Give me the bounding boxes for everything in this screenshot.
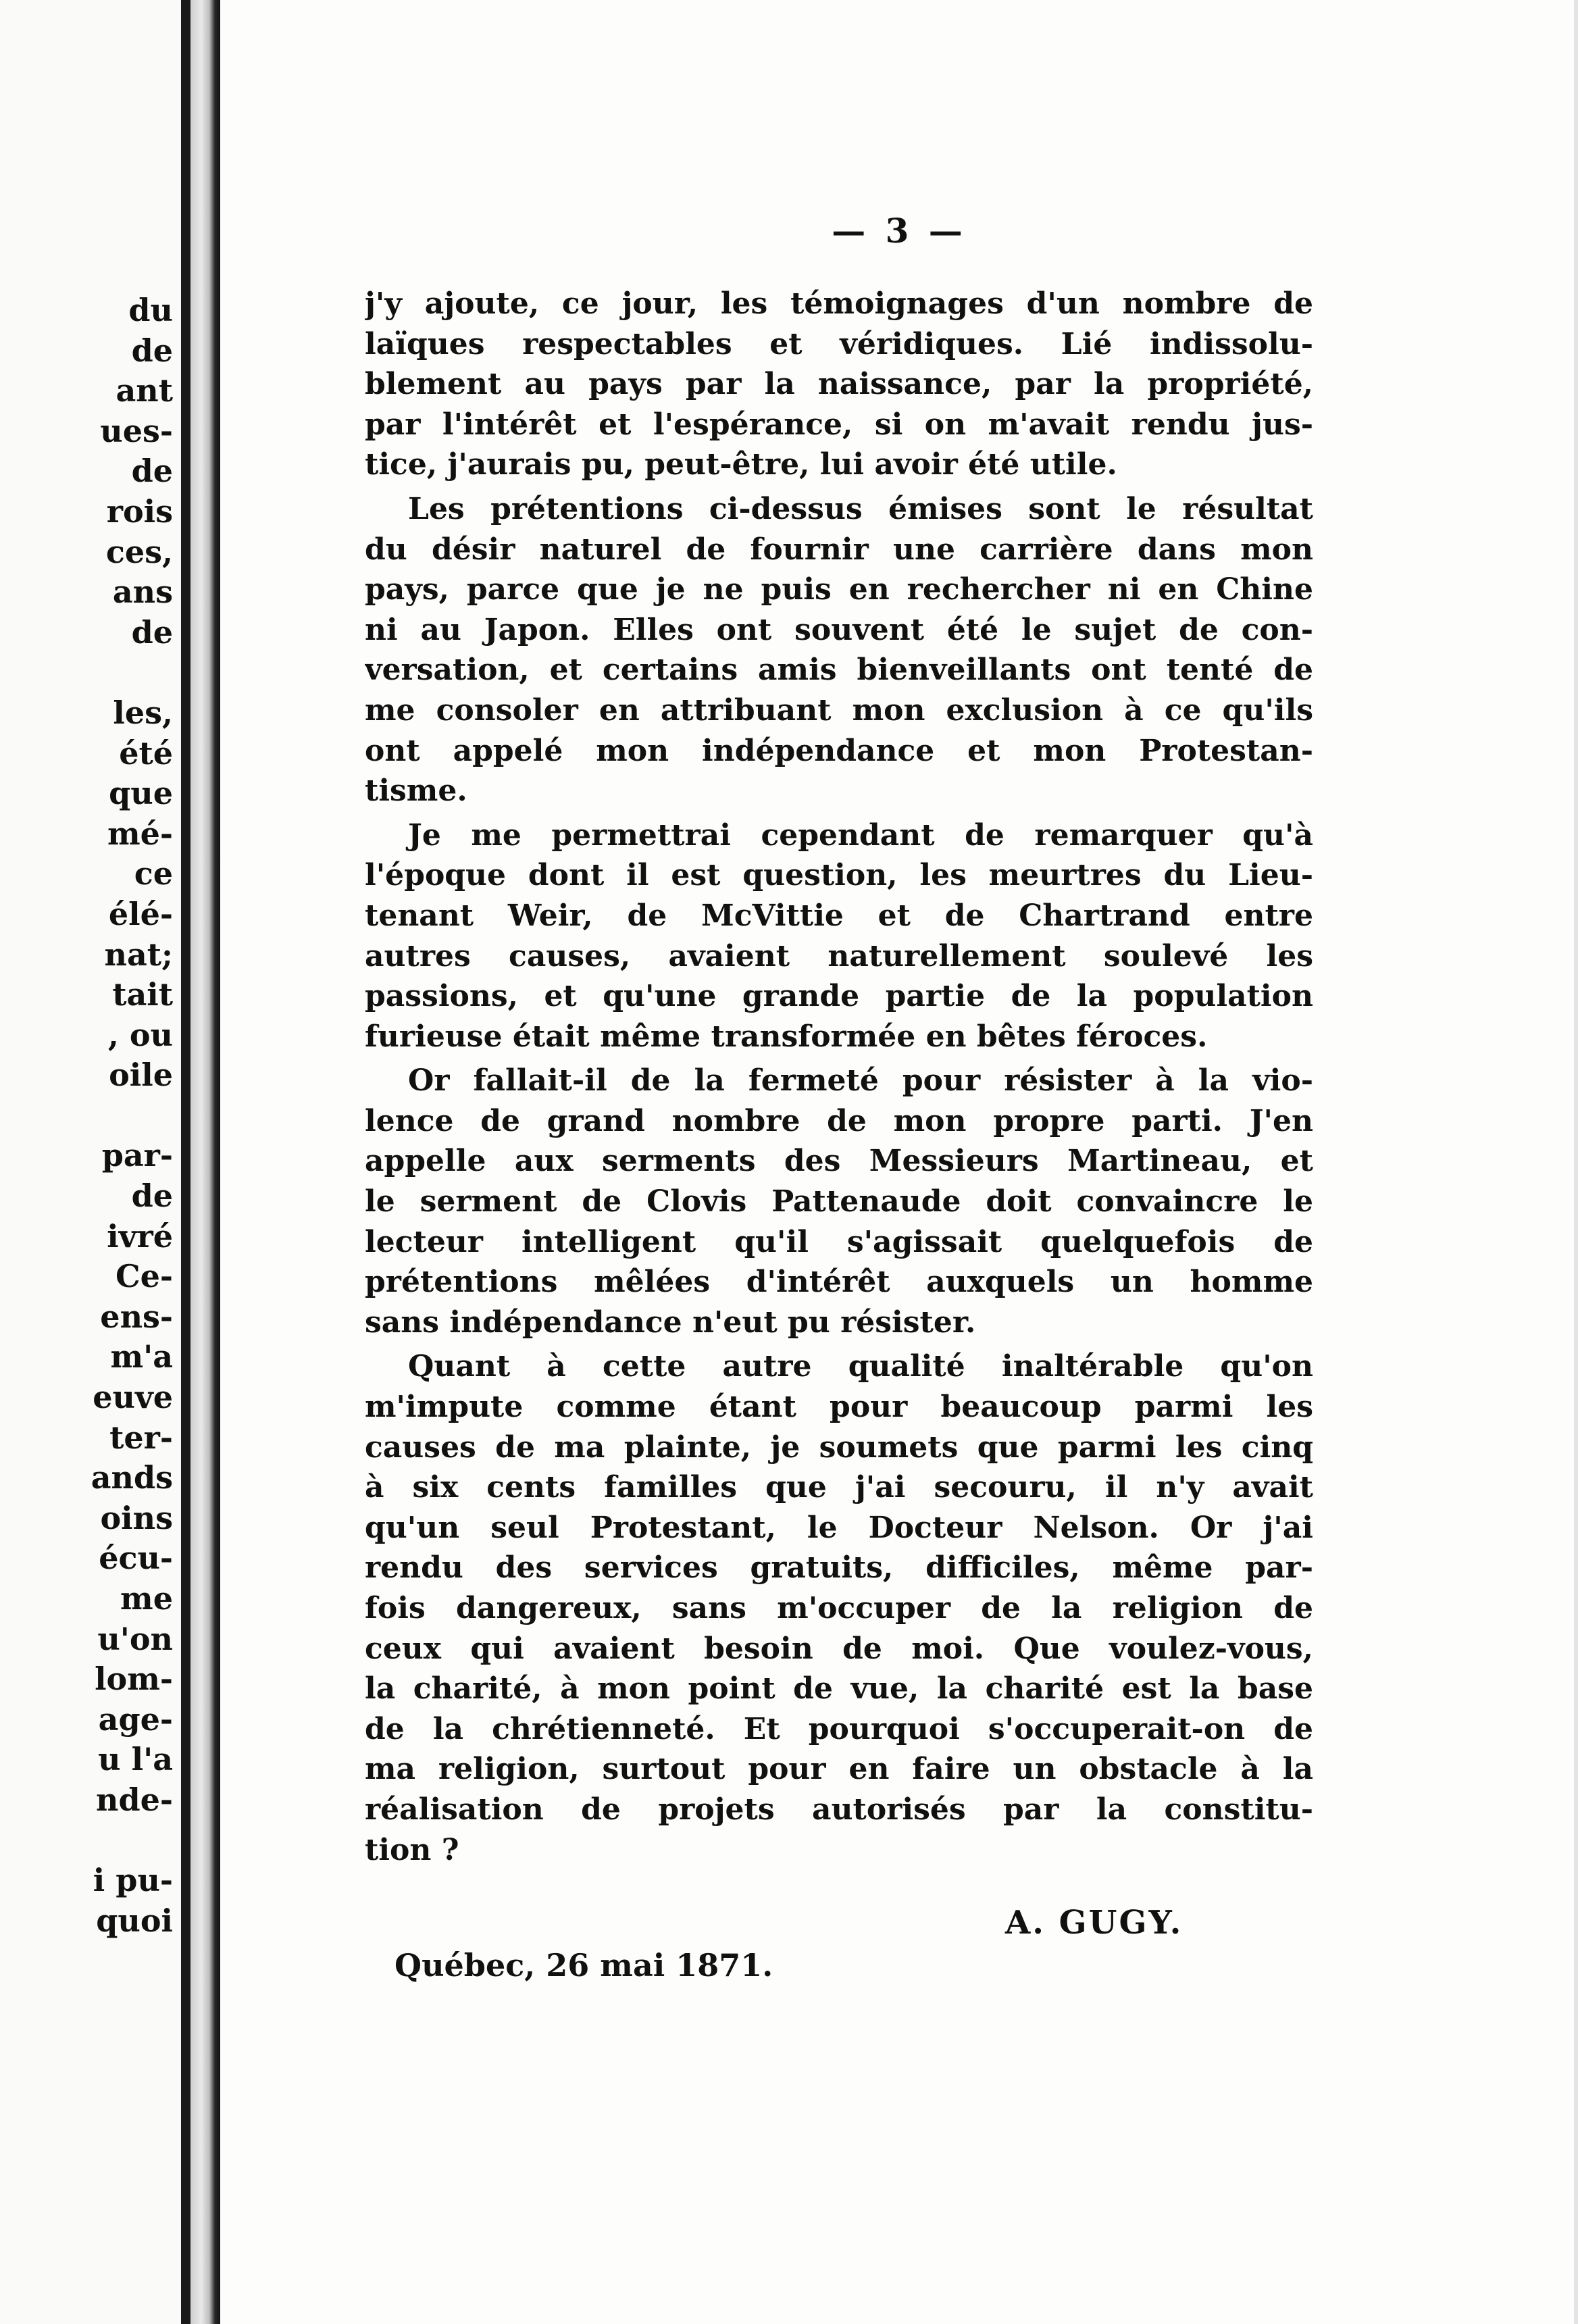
facing-page-fragment: de xyxy=(131,453,173,490)
facing-page-fragment: quoi xyxy=(96,1902,173,1939)
text-line: tice, j'aurais pu, peut-être, lui avoir été utile. xyxy=(365,447,1117,482)
text-line: à six cents familles que j'ai secouru, il n'y avait xyxy=(365,1470,1313,1505)
main-page xyxy=(220,0,1578,2324)
text-line: prétentions mêlées d'intérêt auxquels un homme xyxy=(365,1265,1313,1300)
facing-page-fragment: ter- xyxy=(109,1419,173,1456)
facing-page-fragment: ces, xyxy=(105,533,173,570)
text-line: pays, parce que je ne puis en rechercher ni en Chine xyxy=(365,572,1313,607)
facing-page-fragment: nde- xyxy=(96,1781,173,1818)
facing-page-fragment: u l'a xyxy=(98,1741,173,1778)
facing-page-fragment: de xyxy=(131,613,173,651)
facing-page-fragment: écu- xyxy=(99,1540,173,1577)
text-line: laïques respectables et véridiques. Lié indissolu- xyxy=(365,326,1313,361)
text-line: ma religion, surtout pour en faire un obstacle à la xyxy=(365,1752,1313,1787)
facing-page-fragment: lom- xyxy=(95,1661,173,1698)
text-line: autres causes, avaient naturellement soulevé les xyxy=(365,938,1313,974)
text-line: tenant Weir, de McVittie et de Chartrand entre xyxy=(365,898,1313,933)
text-line: Les prétentions ci-dessus émises sont le résultat xyxy=(408,491,1313,526)
body-text xyxy=(365,284,1313,1874)
text-line: du désir naturel de fournir une carrière dans mon xyxy=(365,532,1313,567)
facing-page-fragment: ivré xyxy=(107,1217,173,1255)
text-line: appelle aux serments des Messieurs Martineau, et xyxy=(365,1144,1313,1179)
facing-page-fragment: du xyxy=(128,292,173,328)
facing-page-text xyxy=(91,290,173,1941)
book-gutter xyxy=(181,0,220,2324)
text-line: réalisation de projets autorisés par la constitu- xyxy=(365,1792,1313,1827)
facing-page-fragment: u'on xyxy=(97,1620,173,1657)
facing-page-fragment: rois xyxy=(106,492,173,530)
text-line: Quant à cette autre qualité inaltérable qu'on xyxy=(408,1349,1313,1384)
text-line: passions, et qu'une grande partie de la population xyxy=(365,979,1313,1014)
facing-page-fragment: que xyxy=(109,775,173,812)
facing-page-fragment: nat; xyxy=(104,936,173,973)
text-line: blement au pays par la naissance, par la propriété, xyxy=(365,367,1313,402)
facing-page-fragment: de xyxy=(131,332,173,369)
text-line: m'impute comme étant pour beaucoup parmi les xyxy=(365,1390,1313,1425)
facing-page-fragment: oins xyxy=(100,1499,173,1536)
facing-page-fragment xyxy=(91,653,173,693)
facing-page-fragment: i pu- xyxy=(93,1862,173,1899)
text-line: ceux qui avaient besoin de moi. Que voulez-vous, xyxy=(365,1631,1313,1666)
text-line: sans indépendance n'eut pu résister. xyxy=(365,1305,976,1340)
text-line: le serment de Clovis Pattenaude doit convaincre le xyxy=(365,1184,1313,1219)
text-line: ni au Japon. Elles ont souvent été le sujet de con- xyxy=(365,612,1313,647)
facing-page-fragment: ens- xyxy=(100,1298,173,1335)
facing-page-fragment: ce xyxy=(134,855,173,892)
facing-page-fragment: , ou xyxy=(107,1016,173,1053)
facing-page-fragment: été xyxy=(119,734,173,772)
facing-page-fragment xyxy=(91,1096,173,1136)
text-line: l'époque dont il est question, les meurtres du Lieu- xyxy=(365,858,1313,893)
facing-page-fragment: me xyxy=(120,1580,173,1617)
facing-page-fragment: ands xyxy=(91,1459,173,1496)
text-line: Je me permettrai cependant de remarquer qu'à xyxy=(408,817,1313,853)
facing-page-fragment: Ce- xyxy=(116,1258,173,1295)
facing-page-fragment: de xyxy=(131,1178,173,1215)
text-line: fois dangereux, sans m'occuper de la religion de xyxy=(365,1591,1313,1625)
text-line: lecteur intelligent qu'il s'agissait quelquefois de xyxy=(365,1224,1313,1259)
text-line: tisme. xyxy=(365,774,467,809)
text-line: versation, et certains amis bienveillants ont tenté de xyxy=(365,653,1313,688)
facing-page-fragment: ant xyxy=(116,372,173,409)
text-line: rendu des services gratuits, difficiles, même par- xyxy=(365,1550,1313,1586)
place-date: Québec, 26 mai 1871. xyxy=(394,1947,773,1984)
facing-page-fragment: age- xyxy=(98,1700,173,1738)
paragraph xyxy=(365,489,1313,811)
facing-page-fragment: euve xyxy=(93,1379,173,1416)
facing-page-fragment xyxy=(91,1821,173,1861)
page-number: — 3 — xyxy=(832,211,967,251)
page-edge xyxy=(1574,0,1578,2324)
signature: A. GUGY. xyxy=(1005,1904,1184,1942)
facing-page-fragment: m'a xyxy=(110,1338,173,1375)
text-line: furieuse était même transformée en bêtes féroces. xyxy=(365,1019,1208,1054)
paragraph xyxy=(365,815,1313,1057)
text-line: qu'un seul Protestant, le Docteur Nelson. Or j'ai xyxy=(365,1510,1313,1545)
facing-page-fragment: ans xyxy=(112,574,173,611)
paragraph xyxy=(365,284,1313,485)
text-line: tion ? xyxy=(365,1832,459,1867)
facing-page-fragment: tait xyxy=(112,976,173,1013)
text-line: causes de ma plainte, je soumets que parmi les cinq xyxy=(365,1430,1313,1465)
facing-page-fragment: les, xyxy=(113,694,173,731)
facing-page-fragment: ues- xyxy=(100,412,173,449)
text-line: ont appelé mon indépendance et mon Protestan- xyxy=(365,733,1313,768)
text-line: lence de grand nombre de mon propre parti. J'en xyxy=(365,1103,1313,1138)
paragraph xyxy=(365,1061,1313,1342)
facing-page-fragment: oile xyxy=(109,1057,173,1094)
text-line: me consoler en attribuant mon exclusion à ce qu'ils xyxy=(365,692,1313,728)
paragraph xyxy=(365,1346,1313,1870)
facing-page-fragment: mé- xyxy=(107,815,173,852)
text-line: la charité, à mon point de vue, la charité est la base xyxy=(365,1671,1313,1707)
facing-page-sliver xyxy=(0,0,181,2324)
text-line: de la chrétienneté. Et pourquoi s'occuperait-on de xyxy=(365,1711,1313,1746)
text-line: Or fallait-il de la fermeté pour résister à la vio- xyxy=(408,1063,1313,1098)
facing-page-fragment: élé- xyxy=(108,895,173,932)
facing-page-fragment: par- xyxy=(101,1137,173,1174)
text-line: par l'intérêt et l'espérance, si on m'avait rendu jus- xyxy=(365,407,1313,442)
text-line: j'y ajoute, ce jour, les témoignages d'un nombre de xyxy=(365,286,1313,321)
